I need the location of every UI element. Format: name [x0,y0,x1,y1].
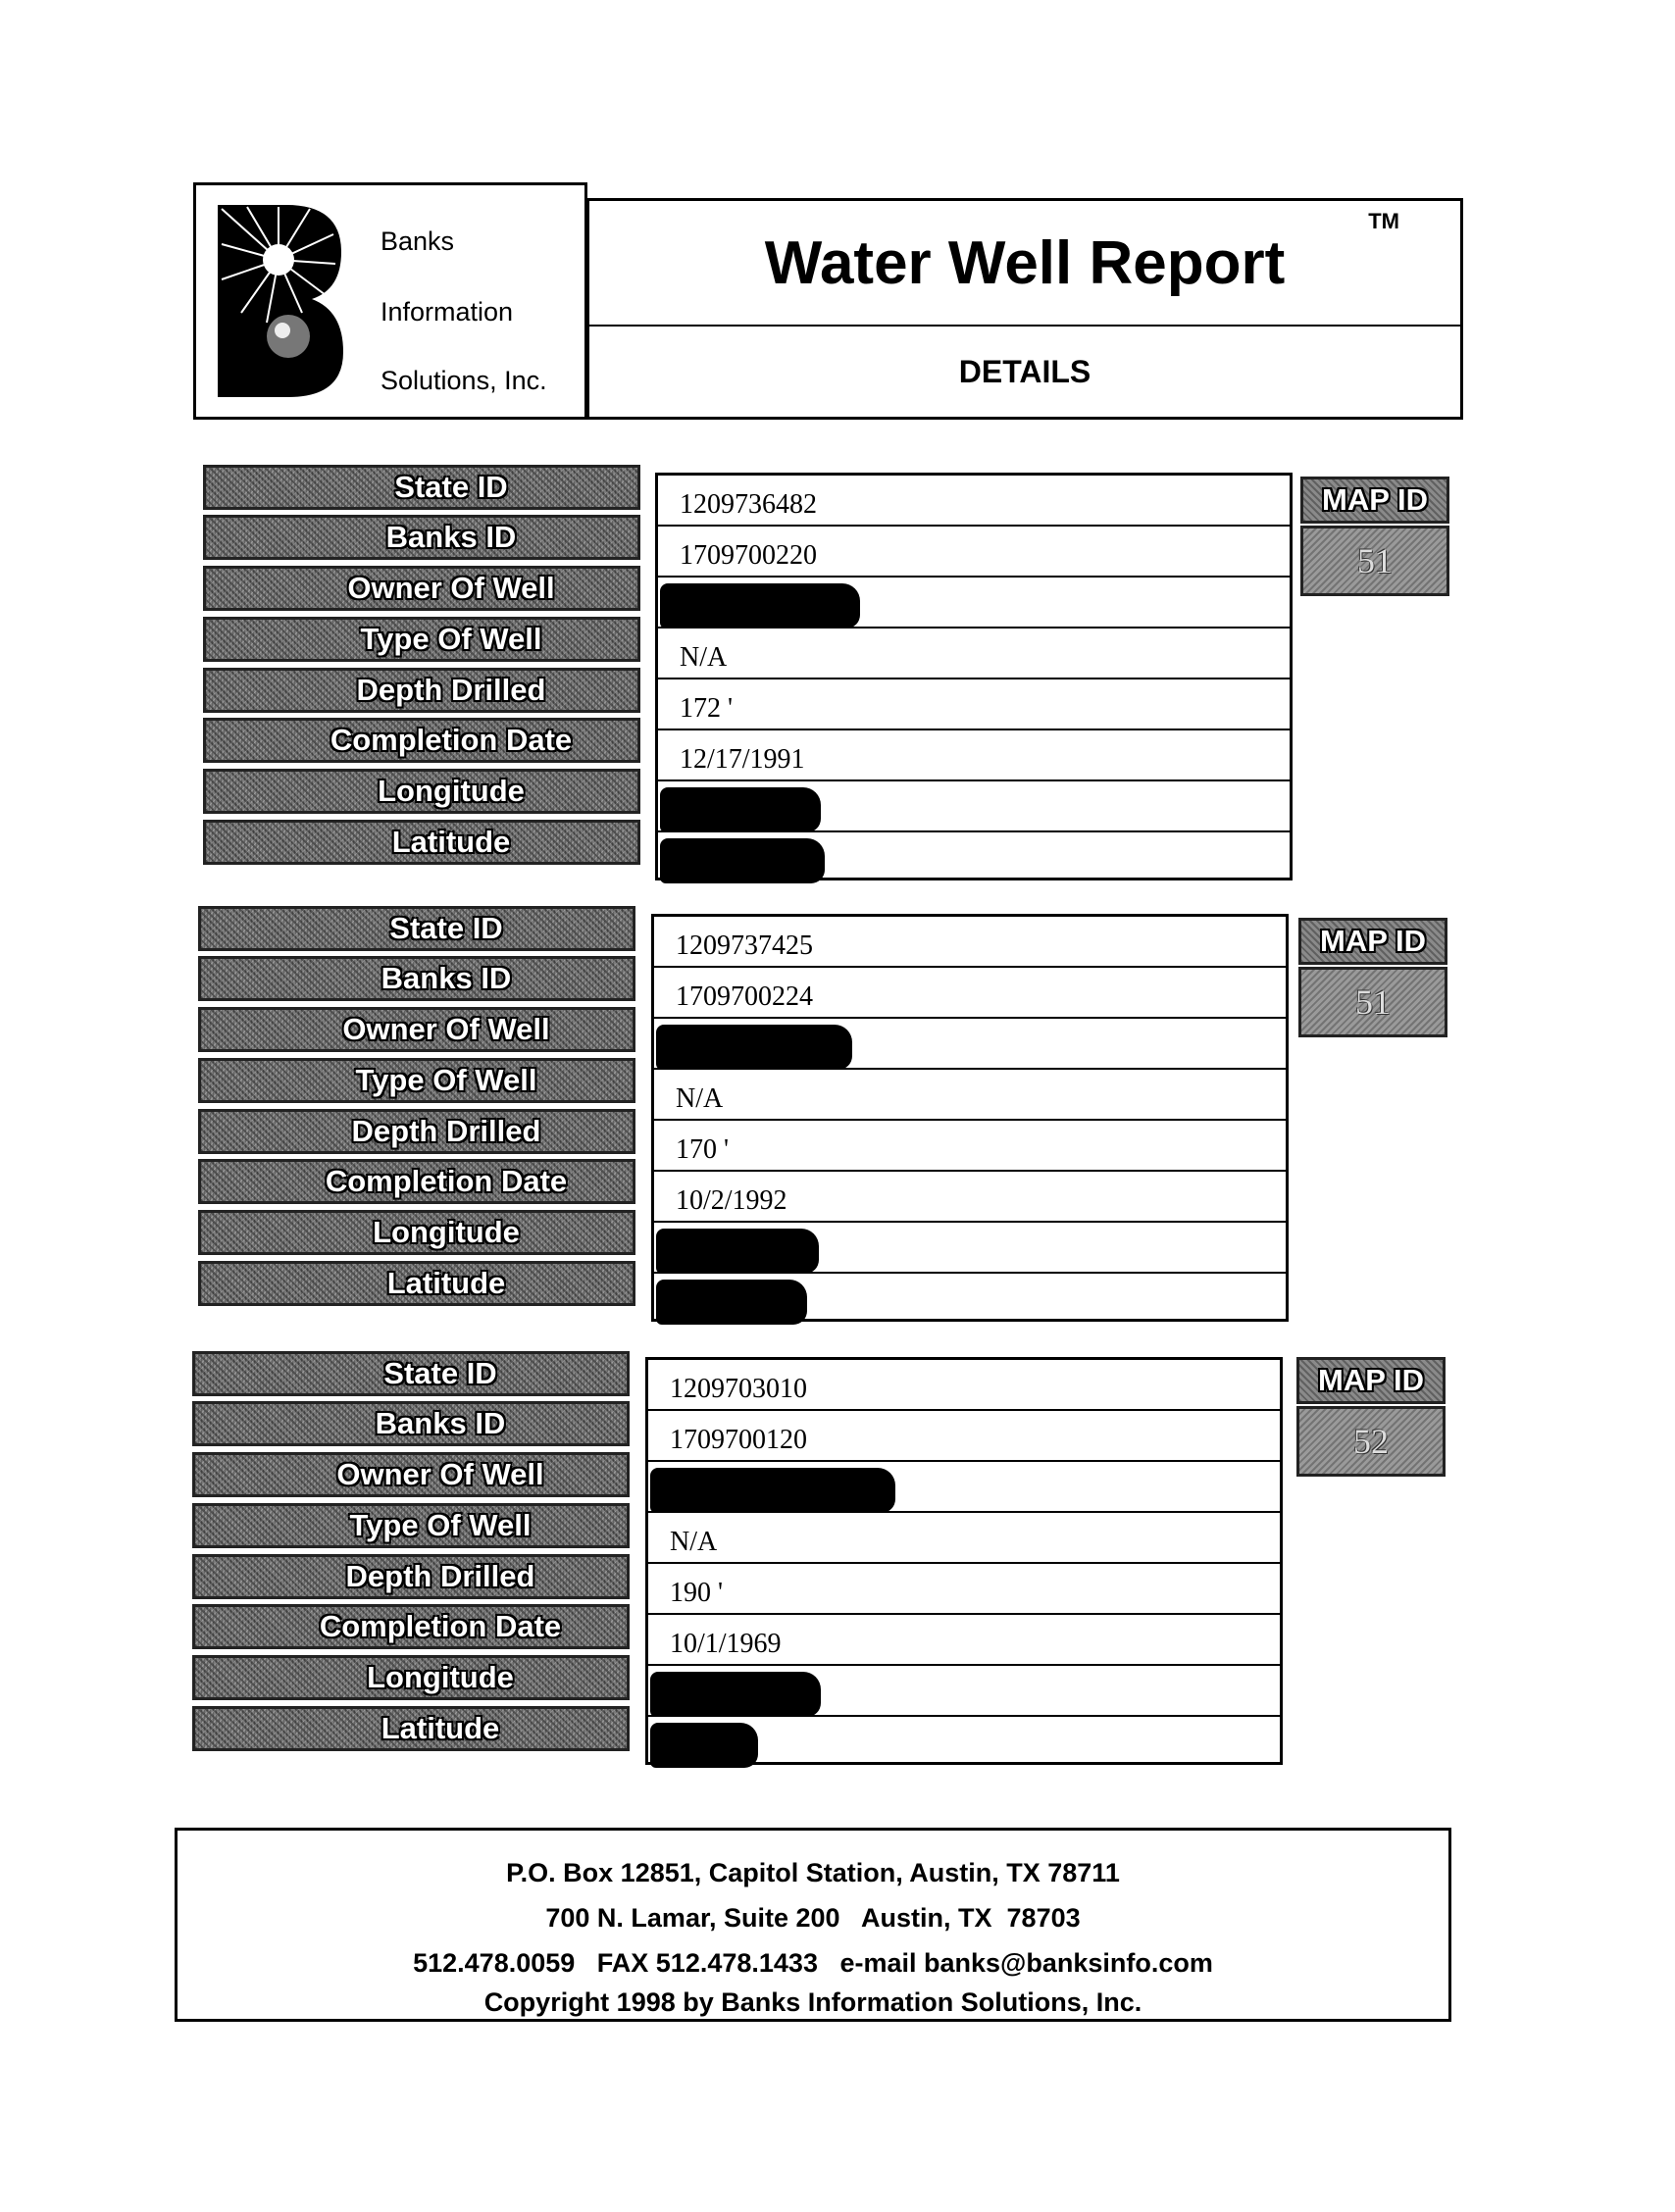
value-row-depth [658,679,1290,730]
report-subtitle: DETAILS [958,354,1091,389]
map-id-label: MAP ID [1296,1357,1446,1404]
label-type: Type Of Well [203,617,640,662]
label-completion-date: Completion Date [203,718,640,763]
state-id-value: 1209736482 [680,489,817,520]
type-value: N/A [680,642,728,673]
value-row-state-id [648,1360,1280,1411]
label-type: Type Of Well [192,1503,630,1548]
report-title: Water Well Report [764,229,1286,297]
well-record-3 [0,1345,1675,1767]
company-name-line-3: Solutions, Inc. [381,366,547,395]
value-row-state-id [658,476,1290,527]
map-id-value: 51 [1300,526,1449,596]
type-value: N/A [676,1083,724,1114]
value-row-completion-date [658,730,1290,781]
footer-copyright: Copyright 1998 by Banks Information Solutions, Inc. [483,1987,1142,2017]
banks-id-value: 1709700220 [680,540,817,571]
map-id-value: 52 [1296,1406,1446,1477]
value-row-banks-id [658,527,1290,578]
redaction-block [656,1280,807,1325]
map-id-value: 51 [1298,967,1447,1037]
value-row-type [658,628,1290,679]
label-depth: Depth Drilled [198,1109,635,1154]
redaction-block [660,838,825,883]
depth-value: 170 ' [676,1134,730,1165]
label-state-id: State ID [203,465,640,510]
value-row-completion-date [654,1172,1286,1223]
completion-date-value: 10/1/1969 [670,1629,782,1659]
depth-value: 172 ' [680,693,734,724]
label-state-id: State ID [192,1351,630,1396]
label-depth: Depth Drilled [192,1554,630,1599]
label-latitude: Latitude [203,820,640,865]
state-id-value: 1209737425 [676,930,813,961]
value-row-type [654,1070,1286,1121]
redaction-block [660,583,860,628]
footer-street-address: 700 N. Lamar, Suite 200 Austin, TX 78703 [545,1903,1081,1933]
footer-phone-fax-email: 512.478.0059 FAX 512.478.1433 e-mail banks@banksinfo.com [413,1948,1213,1978]
title-area [589,201,1460,327]
depth-value: 190 ' [670,1578,724,1608]
value-row-type [648,1513,1280,1564]
value-row-longitude [654,1223,1286,1274]
label-banks-id: Banks ID [203,515,640,560]
title-box [587,198,1463,420]
label-latitude: Latitude [192,1706,630,1751]
label-depth: Depth Drilled [203,668,640,713]
completion-date-value: 10/2/1992 [676,1185,787,1216]
label-owner: Owner Of Well [198,1007,635,1052]
value-row-banks-id [648,1411,1280,1462]
type-value: N/A [670,1527,718,1557]
well-record-1 [0,463,1675,884]
label-longitude: Longitude [198,1210,635,1255]
label-latitude: Latitude [198,1261,635,1306]
banks-id-value: 1709700120 [670,1425,807,1455]
value-row-owner [658,578,1290,628]
field-values [651,914,1289,1322]
company-name-line-1: Banks [381,226,455,256]
map-id-label: MAP ID [1300,477,1449,524]
value-row-latitude [648,1717,1280,1768]
trademark-symbol: TM [1368,209,1399,233]
redaction-block [650,1468,895,1513]
label-banks-id: Banks ID [192,1401,630,1446]
value-row-depth [648,1564,1280,1615]
label-longitude: Longitude [192,1655,630,1700]
label-state-id: State ID [198,906,635,951]
field-values [645,1357,1283,1765]
redaction-block [650,1672,821,1717]
label-completion-date: Completion Date [192,1604,630,1649]
redaction-block [660,787,821,832]
value-row-completion-date [648,1615,1280,1666]
redaction-block [656,1025,852,1070]
value-row-owner [648,1462,1280,1513]
label-owner: Owner Of Well [203,566,640,611]
label-completion-date: Completion Date [198,1159,635,1204]
value-row-latitude [654,1274,1286,1325]
value-row-depth [654,1121,1286,1172]
label-longitude: Longitude [203,769,640,814]
label-banks-id: Banks ID [198,956,635,1001]
value-row-owner [654,1019,1286,1070]
company-name-line-2: Information [381,297,514,327]
value-row-state-id [654,917,1286,968]
banks-logo-icon [218,205,343,397]
state-id-value: 1209703010 [670,1374,807,1404]
well-record-2 [0,904,1675,1326]
value-row-longitude [658,781,1290,832]
value-row-latitude [658,832,1290,883]
label-owner: Owner Of Well [192,1452,630,1497]
redaction-block [656,1229,819,1274]
completion-date-value: 12/17/1991 [680,744,805,775]
report-header [193,182,1463,420]
map-id-label: MAP ID [1298,918,1447,965]
footer-po-box: P.O. Box 12851, Capitol Station, Austin, TX 78711 [506,1858,1120,1887]
contact-footer [175,1828,1451,2022]
value-row-banks-id [654,968,1286,1019]
label-type: Type Of Well [198,1058,635,1103]
field-values [655,473,1293,880]
company-logo-box [193,182,587,420]
value-row-longitude [648,1666,1280,1717]
banks-id-value: 1709700224 [676,981,813,1012]
redaction-block [650,1723,758,1768]
